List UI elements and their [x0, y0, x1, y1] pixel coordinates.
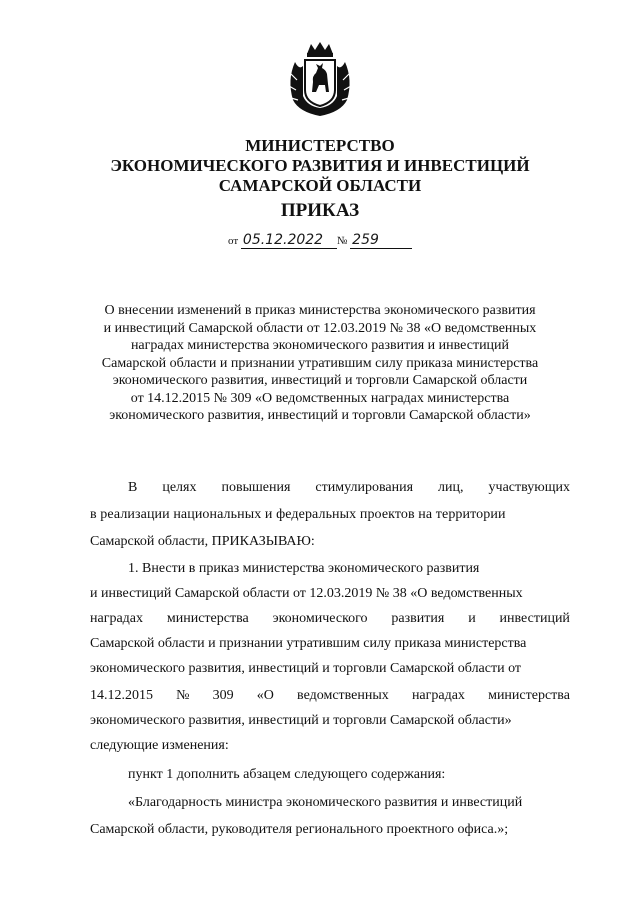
body-line: и инвестиций Самарской области от 12.03.2019 № 38 «О ведомственных — [90, 586, 523, 601]
body-line: следующие изменения: — [90, 738, 229, 753]
subject-line: экономического развития, инвестиций и торговли Самарской области» — [109, 408, 531, 423]
body-line: В целях повышения стимулирования лиц, участвующих — [128, 480, 570, 495]
ministry-name-line-3: САМАРСКОЙ ОБЛАСТИ — [218, 176, 422, 195]
subject-line: наградах министерства экономического развития и инвестиций — [130, 338, 510, 353]
body-line: в реализации национальных и федеральных проектов на территории — [90, 507, 506, 522]
ministry-name-line-2: ЭКОНОМИЧЕСКОГО РАЗВИТИЯ И ИНВЕСТИЦИЙ — [110, 156, 530, 175]
body-line: «Благодарность министра экономического развития и инвестиций — [128, 795, 523, 810]
subject-line: от 14.12.2015 № 309 «О ведомственных наградах министерства — [130, 390, 510, 406]
date-prefix: от — [228, 235, 239, 247]
ministry-name-line-1: МИНИСТЕРСТВО — [245, 136, 395, 155]
subject-line: Самарской области и признании утратившим силу приказа министерства — [101, 355, 539, 371]
samara-coat-of-arms-icon — [285, 40, 355, 118]
body-line: наградах министерства экономического развития и инвестиций — [90, 611, 570, 626]
body-line: пункт 1 дополнить абзацем следующего содержания: — [128, 767, 446, 782]
subject-line: О внесении изменений в приказ министерства экономического развития — [104, 303, 536, 318]
body-line: Самарской области, ПРИКАЗЫВАЮ: — [90, 534, 315, 549]
subject-line: и инвестиций Самарской области от 12.03.2019 № 38 «О ведомственных — [103, 320, 537, 336]
body-line: экономического развития, инвестиций и торговли Самарской области» — [90, 713, 512, 728]
body-line: 1. Внести в приказ министерства экономического развития — [128, 561, 480, 576]
order-subject — [70, 302, 570, 425]
body-line: экономического развития, инвестиций и торговли Самарской области от — [90, 661, 522, 676]
body-line: 14.12.2015 № 309 «О ведомственных наградах министерства — [90, 688, 570, 703]
order-number: 259 — [350, 232, 412, 249]
body-line: Самарской области и признании утратившим силу приказа министерства — [90, 636, 527, 651]
order-date-number — [228, 232, 412, 249]
document-title: ПРИКАЗ — [280, 200, 360, 221]
body-line: Самарской области, руководителя регионального проектного офиса.»; — [90, 822, 509, 837]
subject-line: экономического развития, инвестиций и торговли Самарской области — [112, 373, 528, 388]
number-prefix: № — [336, 235, 348, 247]
order-date: 05.12.2022 — [241, 232, 337, 249]
